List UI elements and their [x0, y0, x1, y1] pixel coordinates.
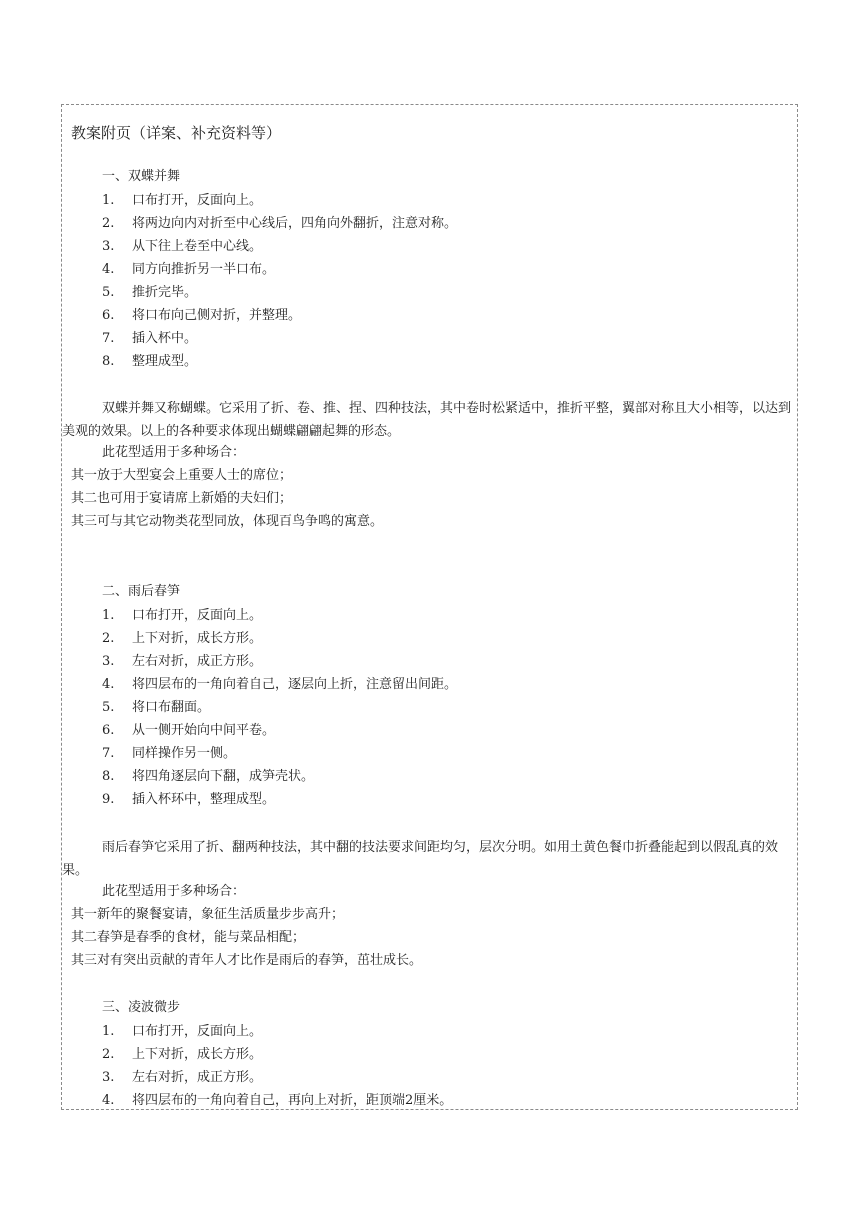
step-item: [102, 307, 301, 325]
step-number: 3.: [102, 239, 115, 254]
usage-item: 其二春笋是春季的食材，能与菜品相配；: [71, 930, 306, 945]
step-text: 同样操作另一侧。: [132, 746, 237, 761]
step-text: 推折完毕。: [132, 285, 198, 300]
step-text: 上下对折，成长方形。: [132, 631, 263, 646]
step-item: [102, 630, 262, 648]
lesson-plan-page: [61, 104, 798, 1110]
step-number: 4.: [102, 677, 115, 692]
section-description: 雨后春笋它采用了折、翻两种技法，其中翻的技法要求间距均匀，层次分明。如用土黄色餐巾折叠能起到以假乱真的效果。: [62, 840, 779, 878]
step-item: [102, 745, 236, 763]
step-number: 8.: [102, 354, 115, 369]
step-item: [102, 768, 314, 786]
step-item: [102, 330, 197, 348]
step-text: 口布打开，反面向上。: [132, 1024, 263, 1039]
step-item: [102, 1069, 262, 1087]
usage-intro: 此花型适用于多种场合：: [102, 884, 246, 899]
step-text: 插入杯环中，整理成型。: [132, 792, 276, 807]
step-number: 3.: [102, 1070, 115, 1085]
step-text: 左右对折，成正方形。: [132, 1070, 263, 1085]
step-item: [102, 791, 275, 809]
step-text: 将两边向内对折至中心线后，四角向外翻折，注意对称。: [132, 216, 458, 231]
step-item: [102, 607, 262, 625]
page-title: 教案附页（详案、补充资料等）: [71, 124, 282, 142]
step-number: 1.: [102, 193, 115, 208]
step-text: 上下对折，成长方形。: [132, 1047, 263, 1062]
step-item: [102, 1092, 452, 1110]
step-text: 左右对折，成正方形。: [132, 654, 263, 669]
step-number: 5.: [102, 285, 115, 300]
step-number: 6.: [102, 308, 115, 323]
usage-item: 其一新年的聚餐宴请，象征生活质量步步高升；: [71, 907, 345, 922]
section-description: 双蝶并舞又称蝴蝶。它采用了折、卷、推、捏、四种技法，其中卷时松紧适中，推折平整，翼部对称且大小相等，以达到美观的效果。以上的各种要求体现出蝴蝶翩翩起舞的形态。: [62, 401, 792, 439]
usage-item: 其一放于大型宴会上重要人士的席位；: [71, 468, 293, 483]
step-text: 将口布向己侧对折，并整理。: [132, 308, 302, 323]
step-number: 7.: [102, 746, 115, 761]
step-item: [102, 238, 262, 256]
step-number: 1.: [102, 608, 115, 623]
step-item: [102, 699, 210, 717]
step-number: 1.: [102, 1024, 115, 1039]
step-number: 2.: [102, 631, 115, 646]
step-number: 9.: [102, 792, 115, 807]
step-text: 从一侧开始向中间平卷。: [132, 723, 276, 738]
step-number: 6.: [102, 723, 115, 738]
section-heading: 二、雨后春笋: [102, 584, 181, 599]
step-text: 整理成型。: [132, 354, 198, 369]
step-text: 口布打开，反面向上。: [132, 608, 263, 623]
step-text: 将四层布的一角向着自己，再向上对折，距顶端2厘米。: [132, 1093, 453, 1108]
step-item: [102, 353, 197, 371]
section-heading: 一、双蝶并舞: [102, 169, 181, 184]
step-item: [102, 722, 275, 740]
step-number: 8.: [102, 769, 115, 784]
step-item: [102, 284, 197, 302]
step-text: 将四角逐层向下翻，成笋壳状。: [132, 769, 315, 784]
step-number: 2.: [102, 1047, 115, 1062]
section-heading: 三、凌波微步: [102, 1000, 181, 1015]
usage-intro: 此花型适用于多种场合：: [102, 445, 246, 460]
step-text: 将口布翻面。: [132, 700, 211, 715]
step-text: 从下往上卷至中心线。: [132, 239, 263, 254]
step-text: 口布打开，反面向上。: [132, 193, 263, 208]
step-text: 插入杯中。: [132, 331, 198, 346]
step-number: 5.: [102, 700, 115, 715]
step-item: [102, 676, 457, 694]
step-number: 4.: [102, 262, 115, 277]
step-text: 将四层布的一角向着自己，逐层向上折，注意留出间距。: [132, 677, 458, 692]
step-number: 7.: [102, 331, 115, 346]
step-number: 4.: [102, 1093, 115, 1108]
step-item: [102, 192, 262, 210]
step-item: [102, 653, 262, 671]
usage-item: 其三对有突出贡献的青年人才比作是雨后的春笋，茁壮成长。: [71, 953, 423, 968]
step-item: [102, 215, 457, 233]
usage-item: 其三可与其它动物类花型同放，体现百鸟争鸣的寓意。: [71, 514, 384, 529]
step-number: 2.: [102, 216, 115, 231]
usage-item: 其二也可用于宴请席上新婚的夫妇们；: [71, 491, 293, 506]
step-item: [102, 1046, 262, 1064]
step-text: 同方向推折另一半口布。: [132, 262, 276, 277]
step-item: [102, 1023, 262, 1041]
step-number: 3.: [102, 654, 115, 669]
step-item: [102, 261, 275, 279]
